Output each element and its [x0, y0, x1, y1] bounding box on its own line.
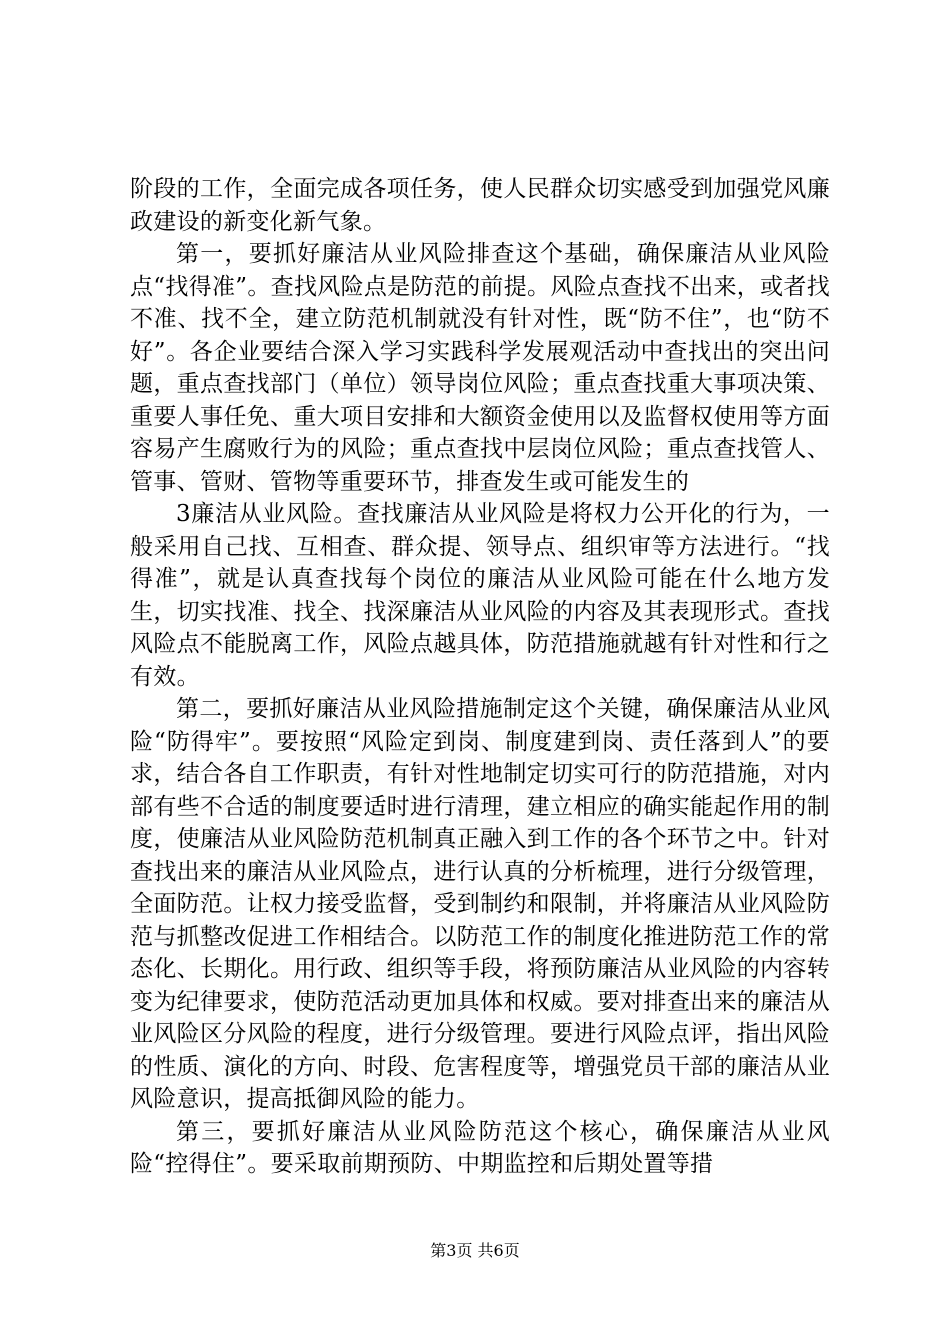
- paragraph-third-point: 第三，要抓好廉洁从业风险防范这个核心，确保廉洁从业风险“控得住”。要采取前期预防、中期监控和后期处置等措: [130, 1118, 830, 1177]
- paragraph-second-point: 第二，要抓好廉洁从业风险措施制定这个关键，确保廉洁从业风险“防得牢”。要按照“风险定到岗、制度建到岗、责任落到人”的要求，结合各自工作职责，有针对性地制定切实可行的防范措施，对内部有些不合适的制度要适时进行清理，建立相应的确实能起作用的制度，使廉洁从业风险防范机制真正融入到工作的各个环节之中。针对查找出来的廉洁从业风险点，进行认真的分析梳理，进行分级管理，全面防范。让权力接受监督，受到制约和限制，并将廉洁从业风险防范与抓整改促进工作相结合。以防范工作的制度化推进防范工作的常态化、长期化。用行政、组织等手段，将预防廉洁从业风险的内容转变为纪律要求，使防范活动更加具体和权威。要对排查出来的廉洁从业风险区分风险的程度，进行分级管理。要进行风险点评，指出风险的性质、演化的方向、时段、危害程度等，增强党员干部的廉洁从业风险意识，提高抵御风险的能力。: [130, 696, 830, 1112]
- paragraph-first-point: 第一，要抓好廉洁从业风险排查这个基础，确保廉洁从业风险点“找得准”。查找风险点是防范的前提。风险点查找不出来，或者找不准、找不全，建立防范机制就没有针对性，既“防不住”，也“防不好”。各企业要结合深入学习实践科学发展观活动中查找出的突出问题，重点查找部门（单位）领导岗位风险；重点查找重大事项决策、重要人事任免、重大项目安排和大额资金使用以及监督权使用等方面容易产生腐败行为的风险；重点查找中层岗位风险；重点查找管人、管事、管财、管物等重要环节，排查发生或可能发生的: [130, 241, 830, 495]
- page-footer: [0, 1240, 950, 1262]
- document-body: [130, 173, 830, 1181]
- paragraph-risk-search: 3廉洁从业风险。查找廉洁从业风险是将权力公开化的行为，一般采用自己找、互相查、群众提、领导点、组织审等方法进行。“找得准”，就是认真查找每个岗位的廉洁从业风险可能在什么地方发生，切实找准、找全、找深廉洁从业风险的内容及其表现形式。查找风险点不能脱离工作，风险点越具体，防范措施就越有针对性和行之有效。: [130, 501, 830, 690]
- paragraph-continuation: 阶段的工作，全面完成各项任务，使人民群众切实感受到加强党风廉政建设的新变化新气象。: [130, 176, 830, 235]
- page-indicator: 第3页 共6页: [430, 1241, 520, 1260]
